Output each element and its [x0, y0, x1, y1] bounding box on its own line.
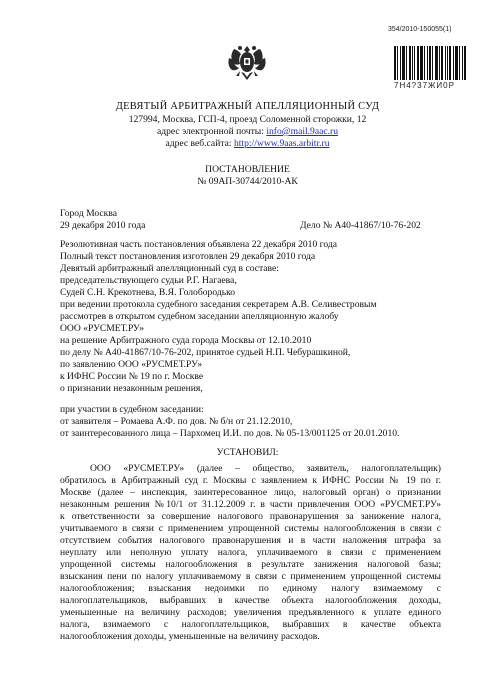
intro-line: ООО «РУСМЕТ.РУ»	[60, 323, 145, 334]
barcode-bar	[406, 46, 407, 80]
body-paragraph	[60, 463, 441, 643]
site-link[interactable]: http://www.9aas.arbitr.ru	[233, 138, 330, 149]
barcode-bar	[394, 46, 396, 80]
barcode-bar	[429, 46, 431, 80]
intro-line: Девятый арбитражный апелляционный суд в составе:	[60, 263, 279, 274]
barcode-bar	[432, 46, 433, 80]
coat-of-arms-emblem	[226, 40, 268, 84]
barcode-bars	[394, 46, 474, 80]
intro-block	[60, 239, 460, 395]
barcode-bar	[400, 46, 401, 80]
barcode-bar	[417, 46, 419, 80]
established-heading: УСТАНОВИЛ:	[216, 447, 279, 458]
bodytext-line: Москве (далее – инспекция, заинтересованное лицо, налоговый орган) о признании	[60, 487, 441, 498]
intro-line: Полный текст постановления изготовлен 29 декабря 2010 года	[60, 251, 316, 262]
participants-line: от заинтересованного лица – Пархомец И.И. по дов. № 05-13/001125 от 20.01.2010.	[60, 428, 400, 439]
bodytext-line: обратилось в Арбитражный суд г. Москвы с заявлением к ИФНС России № 19 по г.	[60, 475, 441, 486]
email-link[interactable]: info@mail.9aac.ru	[266, 126, 339, 137]
bodytext-line: незаконным решения №10/1 от 31.12.2009 г. в части привлечения ООО «РУСМЕТ.РУ»	[60, 499, 441, 510]
bodytext-line: налогообложения доходы, уменьшенные на величину расходов.	[60, 631, 320, 642]
site-label: адрес веб.сайта:	[165, 138, 234, 149]
court-site-line	[0, 138, 495, 150]
intro-line: по делу № А40-41867/10-76-202, принятое судьей Н.П. Чебурашкиной,	[60, 347, 351, 358]
barcode	[394, 46, 474, 90]
bodytext-line: отсутствием события налогового правонарушения и в части наложения штрафа за	[60, 535, 441, 546]
barcode-bar	[427, 46, 428, 80]
intro-line: Резолютивная часть постановления объявлена 22 декабря 2010 года	[60, 239, 338, 250]
barcode-bar	[402, 46, 405, 80]
decision-date: 29 декабря 2010 года	[60, 220, 146, 231]
barcode-bar	[409, 46, 411, 80]
intro-line: о признании незаконным решения,	[60, 383, 203, 394]
intro-line: Судей С.Н. Крекотнева, В.Я. Голобородько	[60, 287, 236, 298]
bodytext-line: неуплату или неполную уплату налога, уплачиваемого в связи с применением	[60, 547, 441, 558]
participants-line: от заявителя – Ромаева А.Ф. по дов. № б/н от 21.12.2010,	[60, 416, 293, 427]
barcode-bar	[420, 46, 423, 80]
barcode-bar	[435, 46, 438, 80]
barcode-bar	[414, 46, 415, 80]
intro-line: рассмотрев в открытом судебном заседании апелляционную жалобу	[60, 311, 339, 322]
barcode-bar	[449, 46, 451, 80]
intro-line: на решение Арбитражного суда города Москвы от 12.10.2010	[60, 335, 312, 346]
court-address: 127994, Москва, ГСП-4, проезд Соломенной сторожки, 12	[128, 114, 367, 125]
bodytext-line: взыскания пени по налогу уплачиваемому в связи с применением упрощенной системы	[60, 571, 441, 582]
barcode-bar	[424, 46, 425, 80]
barcode-bar	[439, 46, 440, 80]
participants-line: при участии в судебном заседании:	[60, 404, 204, 415]
bodytext-line: налогообложения; взыскания недоимки по единому налогу взимаемому с	[60, 583, 441, 594]
barcode-bar	[462, 46, 463, 80]
barcode-bar	[412, 46, 413, 80]
bodytext-line: налога, взимаемого с налогоплательщиков, выбравших в качестве объекта	[60, 619, 441, 630]
barcode-bar	[447, 46, 448, 80]
document-code: 354/2010-150055(1)	[388, 26, 452, 33]
barcode-bar	[459, 46, 460, 80]
court-email-line	[0, 126, 495, 138]
email-label: адрес электронной почты:	[156, 126, 267, 137]
bodytext-line: налогоплательщиков, выбравших в качестве объекта налогообложения доходы,	[60, 595, 441, 606]
barcode-bar	[397, 46, 398, 80]
intro-line: при ведении протокола судебного заседания секретарем А.В. Селивестровым	[60, 299, 377, 310]
participants-block	[60, 404, 480, 440]
decision-title: ПОСТАНОВЛЕНИЕ	[205, 164, 290, 175]
barcode-bar	[453, 46, 454, 80]
intro-line: председательствующего судьи Р.Г. Нагаева,	[60, 275, 237, 286]
barcode-bar	[441, 46, 443, 80]
court-name: ДЕВЯТЫЙ АРБИТРАЖНЫЙ АПЕЛЛЯЦИОННЫЙ СУД	[115, 101, 380, 112]
bodytext-line: к ответственности за совершение налогового правонарушения за занижение налога,	[60, 511, 441, 522]
place: Город Москва	[60, 208, 118, 219]
bodytext-line: упрощенной системы налогообложения в результате занижения налоговой базы;	[60, 559, 441, 570]
barcode-bar	[464, 46, 466, 80]
barcode-bar	[455, 46, 458, 80]
barcode-text: 7H4?37ЖИ0Р	[394, 81, 455, 90]
decision-number: № 09АП-30744/2010-АК	[197, 176, 298, 187]
intro-line: к ИФНС России № 19 по г. Москве	[60, 371, 204, 382]
intro-line: по заявлению ООО «РУСМЕТ.РУ»	[60, 359, 203, 370]
bodytext-line: уменьшенные на величину расходов; увеличения предъявленного к уплате единого	[60, 607, 441, 618]
barcode-bar	[445, 46, 446, 80]
case-number: Дело № А40-41867/10-76-202	[300, 220, 421, 231]
bodytext-line: ООО «РУСМЕТ.РУ» (далее – общество, заявитель, налогоплательщик)	[90, 463, 441, 474]
bodytext-line: учитываемого в связи с применением упрощенной системы налогообложения в связи с	[60, 523, 441, 534]
